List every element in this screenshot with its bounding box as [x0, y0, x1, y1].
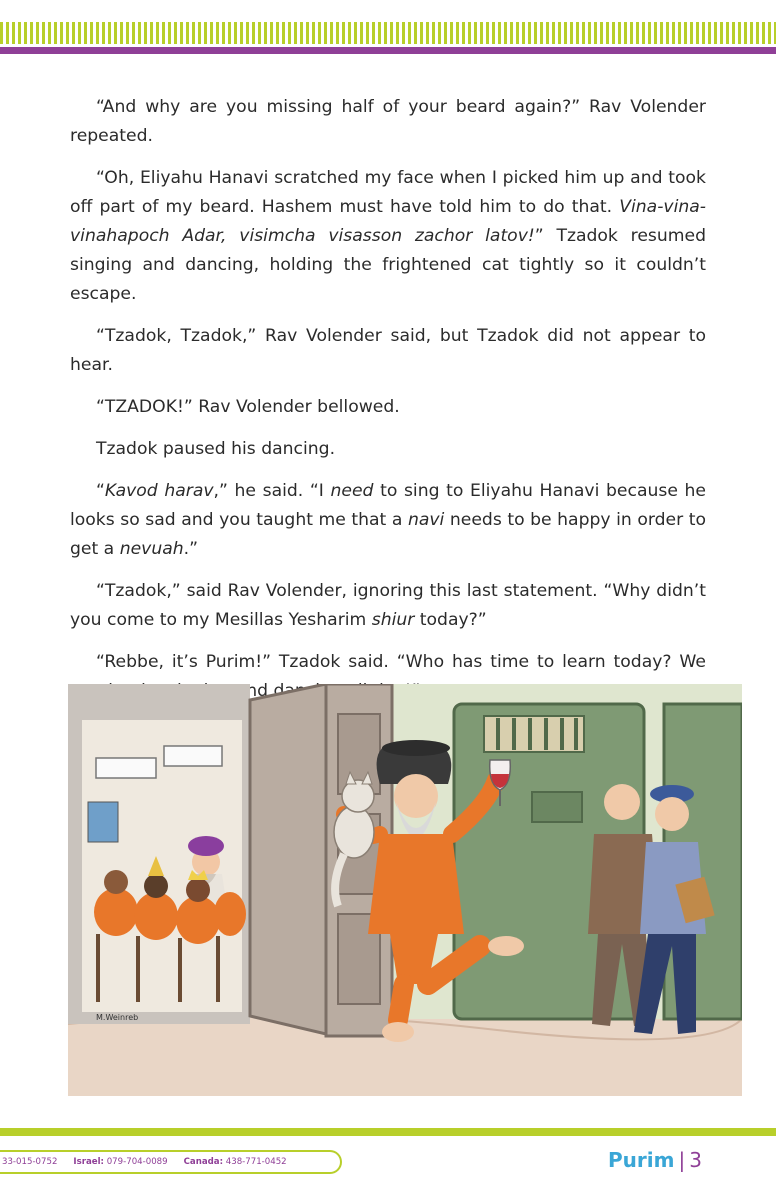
header-stripe — [0, 22, 776, 44]
text-run: “Rebbe, it’s Purim!” Tzadok said. “Who has time to learn today? We and — [96, 652, 706, 701]
story-text — [70, 93, 706, 719]
artist-signature: M.Weinreb — [96, 1013, 139, 1022]
text-run: “Oh, Eliyahu Hanavi scratched my face when I picked him up and took off part of my beard. Hashem must have told him to do that. — [70, 168, 706, 217]
text-run: ” Tzadok resumed singing and dancing, holding the frightened cat tightly so it couldn’t escape. — [70, 226, 706, 304]
canada-label: Canada: — [183, 1157, 224, 1167]
paragraph — [70, 164, 706, 309]
phone-number: 33-015-0752 — [2, 1157, 58, 1167]
folio-separator: | — [678, 1148, 686, 1172]
page-number: 3 — [689, 1148, 702, 1172]
header-rule — [0, 47, 776, 54]
contact-info — [0, 1150, 342, 1174]
italic-text: Vina-vina-vinahapoch Adar, visimcha visasson zachor latov! — [70, 197, 706, 246]
section-title: Purim — [608, 1148, 675, 1172]
story-illustration — [68, 684, 742, 1096]
footer-rule — [0, 1128, 776, 1136]
text-run: ,” he said. “I — [213, 481, 331, 501]
text-run: Tzadok paused his dancing. — [96, 439, 336, 459]
italic-text: need — [330, 481, 374, 501]
italic-text: nevuah — [119, 539, 184, 559]
israel-label: Israel: — [73, 1157, 104, 1167]
text-run: to sing to Eliyahu Hanavi because he looks so sad and you taught me that a — [70, 481, 706, 530]
paragraph — [70, 477, 706, 564]
page-folio — [608, 1146, 702, 1174]
text-run: “TZADOK!” Rav Volender bellowed. — [96, 397, 400, 417]
text-run: needs to be happy in order to get a — [70, 510, 706, 559]
text-run: .” — [183, 539, 199, 559]
paragraph — [70, 393, 706, 422]
paragraph — [70, 322, 706, 380]
italic-text: Kavod harav — [104, 481, 214, 501]
text-run: “Tzadok, Tzadok,” Rav Volender said, but Tzadok did not appear to hear. — [70, 326, 706, 375]
israel-phone: 079-704-0089 — [106, 1157, 168, 1167]
open-door — [250, 684, 326, 1034]
paragraph — [70, 435, 706, 464]
text-run: “And why are you missing half of your beard again?” Rav Volender repeated. — [70, 97, 706, 146]
canada-phone: 438-771-0452 — [225, 1157, 287, 1167]
italic-text: navi — [407, 510, 445, 530]
paragraph — [70, 577, 706, 635]
italic-text: shiur — [371, 610, 415, 630]
paragraph — [70, 93, 706, 151]
text-run: “Tzadok,” said Rav Volender, ignoring this last statement. “Why didn’t you come to my Mesillas Yesharim — [70, 581, 706, 630]
text-run: today?” — [414, 610, 487, 630]
text-run: “ — [96, 481, 105, 501]
